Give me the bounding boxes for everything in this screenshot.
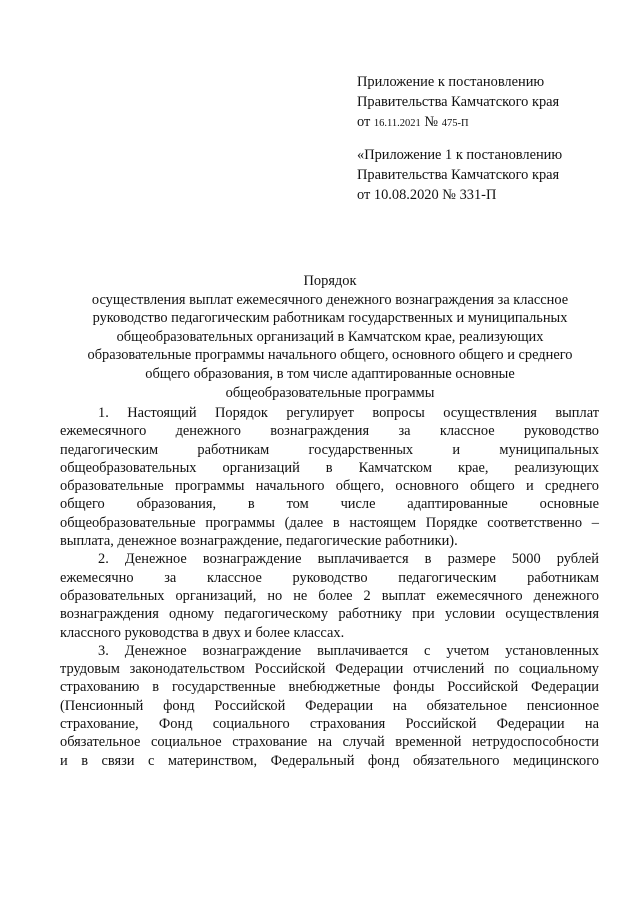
paragraph-line: страхование, Фонд социального страхования Российской Федерации на (60, 716, 599, 733)
paragraph-line: образовательные программы начального общего, основного общего и среднего (60, 478, 599, 495)
paragraph-2 (60, 550, 599, 641)
paragraph-3 (60, 642, 599, 770)
paragraph-line: страхованию в государственные внебюджетные фонды Российской Федерации (60, 679, 599, 696)
title-line: общего образования, в том числе адаптированные основные (145, 365, 515, 382)
appendix-header-current (357, 72, 627, 134)
document-body (60, 404, 599, 770)
paragraph-line: (Пенсионный фонд Российской Федерации на обязательное пенсионное (60, 697, 599, 714)
document-title (60, 272, 600, 402)
paragraph-line: классного руководства в двух и более классах. (60, 624, 345, 641)
appendix-line: Правительства Камчатского края (357, 94, 560, 110)
title-line: общеобразовательных организаций в Камчатском крае, реализующих (116, 328, 544, 345)
title-line: образовательные программы начального общего, основного общего и среднего (87, 347, 573, 364)
paragraph-line: ежемесячно за классное руководство педагогическим работникам (60, 569, 599, 586)
paragraph-line: и в связи с материнством, Федеральный фонд обязательного медицинского (60, 752, 599, 769)
paragraph-line: общеобразовательные программы (далее в настоящем Порядке соответственно – (60, 514, 599, 531)
paragraph-line: 2. Денежное вознаграждение выплачивается в размере 5000 рублей (98, 551, 599, 568)
paragraph-line: 3. Денежное вознаграждение выплачивается с учетом установленных (98, 642, 599, 659)
paragraph-line: вознаграждения одному педагогическому работнику при условии осуществления (60, 606, 599, 623)
appendix-line: Приложение к постановлению (357, 74, 545, 90)
number-sign: № (424, 114, 439, 130)
appendix-line: от 10.08.2020 № 331-П (357, 187, 497, 203)
appendix-line: «Приложение 1 к постановлению (357, 147, 563, 163)
paragraph-line: выплата, денежное вознаграждение, педагогические работники). (60, 533, 458, 550)
date-prefix: от (357, 114, 371, 130)
paragraph-1 (60, 404, 599, 550)
appendix-line: Правительства Камчатского края (357, 167, 560, 183)
paragraph-line: общеобразовательных организаций в Камчатском крае, реализующих (60, 459, 599, 476)
paragraph-line: обязательное социальное страхование на случай временной нетрудоспособности (60, 734, 599, 751)
title-line: общеобразовательные программы (225, 384, 435, 401)
appendix-header-original (357, 145, 627, 205)
paragraph-line: трудовым законодательством Российской Федерации отчислений по социальному (60, 661, 599, 678)
title-line: осуществления выплат ежемесячного денежного вознаграждения за классное (91, 291, 569, 308)
title-line: руководство педагогическим работникам государственных и муниципальных (92, 310, 568, 327)
decree-number: 475-П (441, 118, 469, 129)
decree-date: 16.11.2021 (373, 118, 421, 129)
paragraph-line: ежемесячного денежного вознаграждения за классное руководство (60, 423, 599, 440)
paragraph-line: 1. Настоящий Порядок регулирует вопросы осуществления выплат (98, 405, 599, 421)
paragraph-line: образовательных организаций, но не более 2 выплат ежемесячного денежного (60, 587, 599, 604)
paragraph-line: педагогическим работникам государственных и муниципальных (60, 441, 599, 458)
title-line: Порядок (303, 273, 357, 289)
paragraph-line: общего образования, в том числе адаптированные основные (60, 496, 599, 513)
appendix-date-line (357, 112, 627, 134)
